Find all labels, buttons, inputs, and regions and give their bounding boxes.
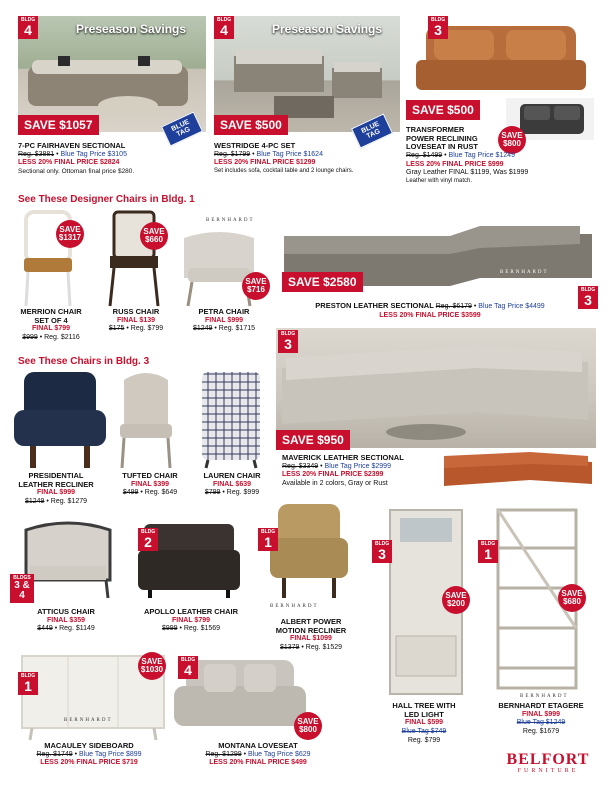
westridge-save-badge: SAVE $500 [214, 115, 288, 135]
apollo-reg: Reg. $1569 [183, 625, 221, 633]
tufted-reg: Reg. $649 [144, 489, 178, 497]
petra-title: PETRA CHAIR [198, 307, 250, 316]
bernhardt-brand-albert: BERNHARDT [270, 604, 319, 609]
bernhardt-brand-chairs: BERNHARDT [206, 218, 255, 223]
section-heading-bldg1: See These Designer Chairs in Bldg. 1 [18, 194, 195, 205]
transformer-title2: POWER RECLINING [406, 133, 478, 143]
section-heading-bldg3: See These Chairs in Bldg. 3 [18, 356, 150, 367]
macauley-save-badge: SAVE $1030 [138, 652, 166, 680]
albert-title2: MOTION RECLINER [275, 625, 347, 635]
transformer-bldg-badge: BLDG 3 [428, 16, 448, 39]
atticus-info: ATTICUS CHAIR FINAL $359 $449 • Reg. $1149 [18, 608, 114, 634]
westridge-blue-tag: BLUE TAG [351, 113, 393, 148]
presidential-recliner-illustration [10, 370, 110, 470]
halltree-info [372, 702, 476, 746]
russ-final: FINAL $139 [117, 316, 155, 324]
preston-final: LESS 20% FINAL PRICE $3599 [379, 311, 481, 319]
westridge-note: Set includes sofa, cocktail table and 2 lounge chairs. [214, 168, 354, 175]
tufted-title: TUFTED CHAIR [122, 471, 178, 480]
atticus-final: FINAL $359 [47, 616, 85, 624]
maverick-bldg-badge: BLDG 3 [278, 330, 298, 353]
macauley-blue-price: Blue Tag Price $899 [79, 750, 142, 758]
merrion-info: MERRION CHAIR SET OF 4 FINAL $799 $999 • Reg. $2116 [8, 308, 94, 343]
fairhaven-reg: Reg. $3881 [18, 150, 55, 158]
halltree-title2: LED LIGHT [404, 709, 444, 719]
montana-save-badge: SAVE $800 [294, 712, 322, 740]
belfort-logo [500, 752, 596, 774]
macauley-reg: Reg. $1749 [36, 750, 73, 758]
halltree-reg: Reg. $799 [407, 736, 441, 744]
apollo-info: APOLLO LEATHER CHAIR FINAL $799 $999 • Reg. $1569 [126, 608, 256, 634]
lauren-final: FINAL $639 [213, 480, 251, 488]
preston-blue-price: Blue Tag Price $4499 [478, 303, 545, 310]
etagere-save-badge: SAVE $680 [558, 584, 586, 612]
transformer-title3: LOVESEAT IN RUST [406, 142, 478, 152]
montana-final: LESS 20% FINAL PRICE $499 [209, 759, 307, 767]
macauley-info: MACAULEY SIDEBOARD Reg. $1749 • Blue Tag Price $899 LESS 20% FINAL PRICE $719 [4, 742, 174, 768]
etagere-title: BERNHARDT ETAGERE [498, 701, 584, 710]
albert-info: ALBERT POWER MOTION RECLINER FINAL $1099 $1379 • Reg. $1529 [256, 618, 366, 653]
maverick-info: MAVERICK LEATHER SECTIONAL Reg. $3349 • Blue Tag Price $2999 LESS 20% FINAL PRICE $2399 Available in 2 colors, Gray or Rust [282, 454, 442, 489]
russ-was: $175 [108, 325, 125, 333]
halltree-final: FINAL $599 [405, 719, 443, 727]
montana-info: MONTANA LOVESEAT Reg. $1299 • Blue Tag Price $629 LESS 20% FINAL PRICE $499 [168, 742, 348, 768]
apollo-title: APOLLO LEATHER CHAIR [143, 607, 239, 616]
apollo-bldg-badge: BLDG 2 [138, 528, 158, 551]
transformer-gray: Gray Leather FINAL $1199, Was $1999 [406, 169, 529, 177]
transformer-reg: Reg. $1499 [406, 151, 443, 159]
westridge-final: LESS 20% FINAL PRICE $1299 [214, 159, 316, 167]
tufted-info: TUFTED CHAIR FINAL $399 $499 • Reg. $649 [108, 472, 192, 498]
etagere-final: FINAL $999 [522, 710, 560, 718]
fairhaven-bldg-badge: BLDG 4 [18, 16, 38, 39]
merrion-was: $999 [22, 334, 38, 341]
westridge-title: WESTRIDGE 4-PC SET [214, 141, 296, 150]
tufted-chair-illustration [114, 370, 178, 470]
presidential-info: PRESIDENTIAL LEATHER RECLINER FINAL $999 $1249 • Reg. $1279 [4, 472, 108, 507]
atticus-reg: Reg. $1149 [59, 625, 95, 633]
maverick-final: LESS 20% FINAL PRICE $2399 [282, 471, 384, 479]
preston-title: PRESTON LEATHER SECTIONAL [315, 301, 434, 310]
merrion-reg: Reg. $2116 [44, 334, 80, 341]
transformer-save-badge: SAVE $500 [406, 100, 480, 120]
preston-reg: Reg. $6179 [435, 303, 472, 310]
petra-was: $1249 [192, 325, 213, 333]
albert-title1: ALBERT POWER [280, 617, 342, 626]
fairhaven-note: Sectional only. Ottoman final price $280. [18, 168, 135, 176]
maverick-title: MAVERICK LEATHER SECTIONAL [282, 453, 404, 462]
maverick-blue-price: Blue Tag Price $2999 [324, 462, 391, 470]
merrion-final: FINAL $799 [32, 325, 70, 333]
etagere-bldg-badge: BLDG 1 [478, 540, 498, 563]
russ-title: RUSS CHAIR [112, 307, 160, 316]
merrion-title2: SET OF 4 [34, 315, 68, 325]
transformer-note: Leather with vinyl match. [406, 178, 473, 185]
bernhardt-brand-etagere: BERNHARDT [520, 694, 569, 699]
petra-final: FINAL $999 [205, 316, 243, 324]
albert-was: $1379 [279, 644, 300, 651]
presidential-was: $1249 [24, 498, 45, 505]
preston-info: PRESTON LEATHER SECTIONAL Reg. $6179 • Blue Tag Price $4499 LESS 20% FINAL PRICE $3599 [280, 302, 580, 321]
fairhaven-final: LESS 20% FINAL PRICE $2824 [18, 159, 120, 167]
tufted-final: FINAL $399 [131, 480, 169, 488]
lauren-was: $799 [204, 489, 221, 497]
fairhaven-info: 7-PC FAIRHAVEN SECTIONAL Reg. $3881 • Blue Tag Price $3105 LESS 20% FINAL PRICE $2824 Sectional only. Ottoman final price $280. [18, 142, 208, 176]
lauren-title: LAUREN CHAIR [203, 471, 261, 480]
transformer-blue-price: Blue Tag Price $1249 [448, 151, 515, 159]
petra-reg: Reg. $1715 [218, 325, 255, 333]
presidential-final: FINAL $999 [37, 489, 75, 497]
westridge-reg: Reg. $1799 [214, 150, 251, 158]
macauley-final: LESS 20% FINAL PRICE $719 [40, 759, 138, 767]
maverick-reg: Reg. $3349 [282, 462, 319, 470]
atticus-was: $449 [37, 625, 53, 633]
presidential-title2: LEATHER RECLINER [18, 479, 94, 489]
bernhardt-brand-preston: BERNHARDT [500, 270, 549, 275]
westridge-banner: Preseason Savings [272, 22, 383, 36]
albert-reg: Reg. $1529 [305, 644, 342, 651]
merrion-save-badge: SAVE $1317 [56, 220, 84, 248]
montana-reg: Reg. $1299 [205, 750, 242, 758]
petra-info: PETRA CHAIR FINAL $999 $1249 • Reg. $1715 [176, 308, 272, 334]
albert-recliner-illustration [264, 502, 354, 602]
preston-save-badge: SAVE $2580 [282, 272, 363, 292]
presidential-title1: PRESIDENTIAL [28, 471, 84, 480]
halltree-save-badge: SAVE $200 [442, 586, 470, 614]
etagere-reg: Reg. $1679 [522, 728, 560, 736]
merrion-title1: MERRION CHAIR [20, 307, 82, 316]
atticus-bldg-badge: BLDGS 3 & 4 [10, 574, 34, 603]
bernhardt-brand-macauley: BERNHARDT [64, 718, 113, 723]
petra-save-badge: SAVE $716 [242, 272, 270, 300]
halltree-bldg-badge: BLDG 3 [372, 540, 392, 563]
montana-bldg-badge: BLDG 4 [178, 656, 198, 679]
westridge-info: WESTRIDGE 4-PC SET Reg. $1799 • Blue Tag Price $1624 LESS 20% FINAL PRICE $1299 Set includes sofa, cocktail table and 2 lounge chairs. [214, 142, 408, 176]
transformer-final: LESS 20% FINAL PRICE $999 [406, 160, 504, 168]
apollo-was: $999 [161, 625, 178, 633]
maverick-note: Available in 2 colors, Gray or Rust [282, 480, 388, 488]
maverick-save-badge: SAVE $950 [276, 430, 350, 450]
russ-save-badge: SAVE $660 [140, 222, 168, 250]
preston-bldg-badge: BLDG 3 [578, 286, 598, 309]
transformer-info: TRANSFORMER POWER RECLINING LOVESEAT IN RUST Reg. $1499 • Blue Tag Price $1249 LESS 20% FINAL PRICE $999 Gray Leather FINAL $1199, Was $1999 Leather with vinyl match. [406, 126, 596, 186]
presidential-reg: Reg. $1279 [50, 498, 87, 505]
tufted-was: $499 [122, 489, 139, 497]
fairhaven-blue-tag: BLUE TAG [161, 111, 203, 146]
maverick-rust-photo [440, 448, 596, 492]
belfort-logo-sub: FURNITURE [517, 768, 579, 774]
belfort-logo-name: BELFORT [506, 751, 590, 768]
montana-blue-price: Blue Tag Price $629 [248, 750, 311, 758]
etagere-info [476, 702, 606, 737]
lauren-chair-illustration [196, 370, 266, 470]
albert-final: FINAL $1099 [290, 635, 332, 643]
atticus-title: ATTICUS CHAIR [37, 607, 95, 616]
russ-reg: Reg. $799 [130, 325, 164, 333]
westridge-bldg-badge: BLDG 4 [214, 16, 234, 39]
transformer-save2-badge: SAVE $800 [498, 126, 526, 154]
lauren-reg: Reg. $999 [226, 489, 260, 497]
halltree-title1: HALL TREE WITH [392, 701, 456, 710]
etagere-blue-price: Blue Tag $1249 [516, 719, 566, 727]
lauren-info: LAUREN CHAIR FINAL $639 $799 • Reg. $999 [190, 472, 274, 498]
albert-bldg-badge: BLDG 1 [258, 528, 278, 551]
fairhaven-save-badge: SAVE $1057 [18, 115, 99, 135]
fairhaven-banner: Preseason Savings [76, 22, 187, 36]
fairhaven-blue-price: Blue Tag Price $3105 [60, 150, 127, 158]
transformer-title1: TRANSFORMER [406, 125, 465, 134]
halltree-blue-price: Blue Tag $749 [401, 728, 447, 735]
maverick-rust-illustration [440, 448, 596, 492]
montana-title: MONTANA LOVESEAT [218, 741, 298, 750]
fairhaven-title: 7-PC FAIRHAVEN SECTIONAL [18, 141, 126, 150]
westridge-blue-price: Blue Tag Price $1624 [256, 150, 323, 158]
macauley-bldg-badge: BLDG 1 [18, 672, 38, 695]
russ-info: RUSS CHAIR FINAL $139 $175 • Reg. $799 [96, 308, 176, 334]
macauley-title: MACAULEY SIDEBOARD [44, 741, 134, 750]
apollo-final: FINAL $799 [172, 616, 210, 624]
